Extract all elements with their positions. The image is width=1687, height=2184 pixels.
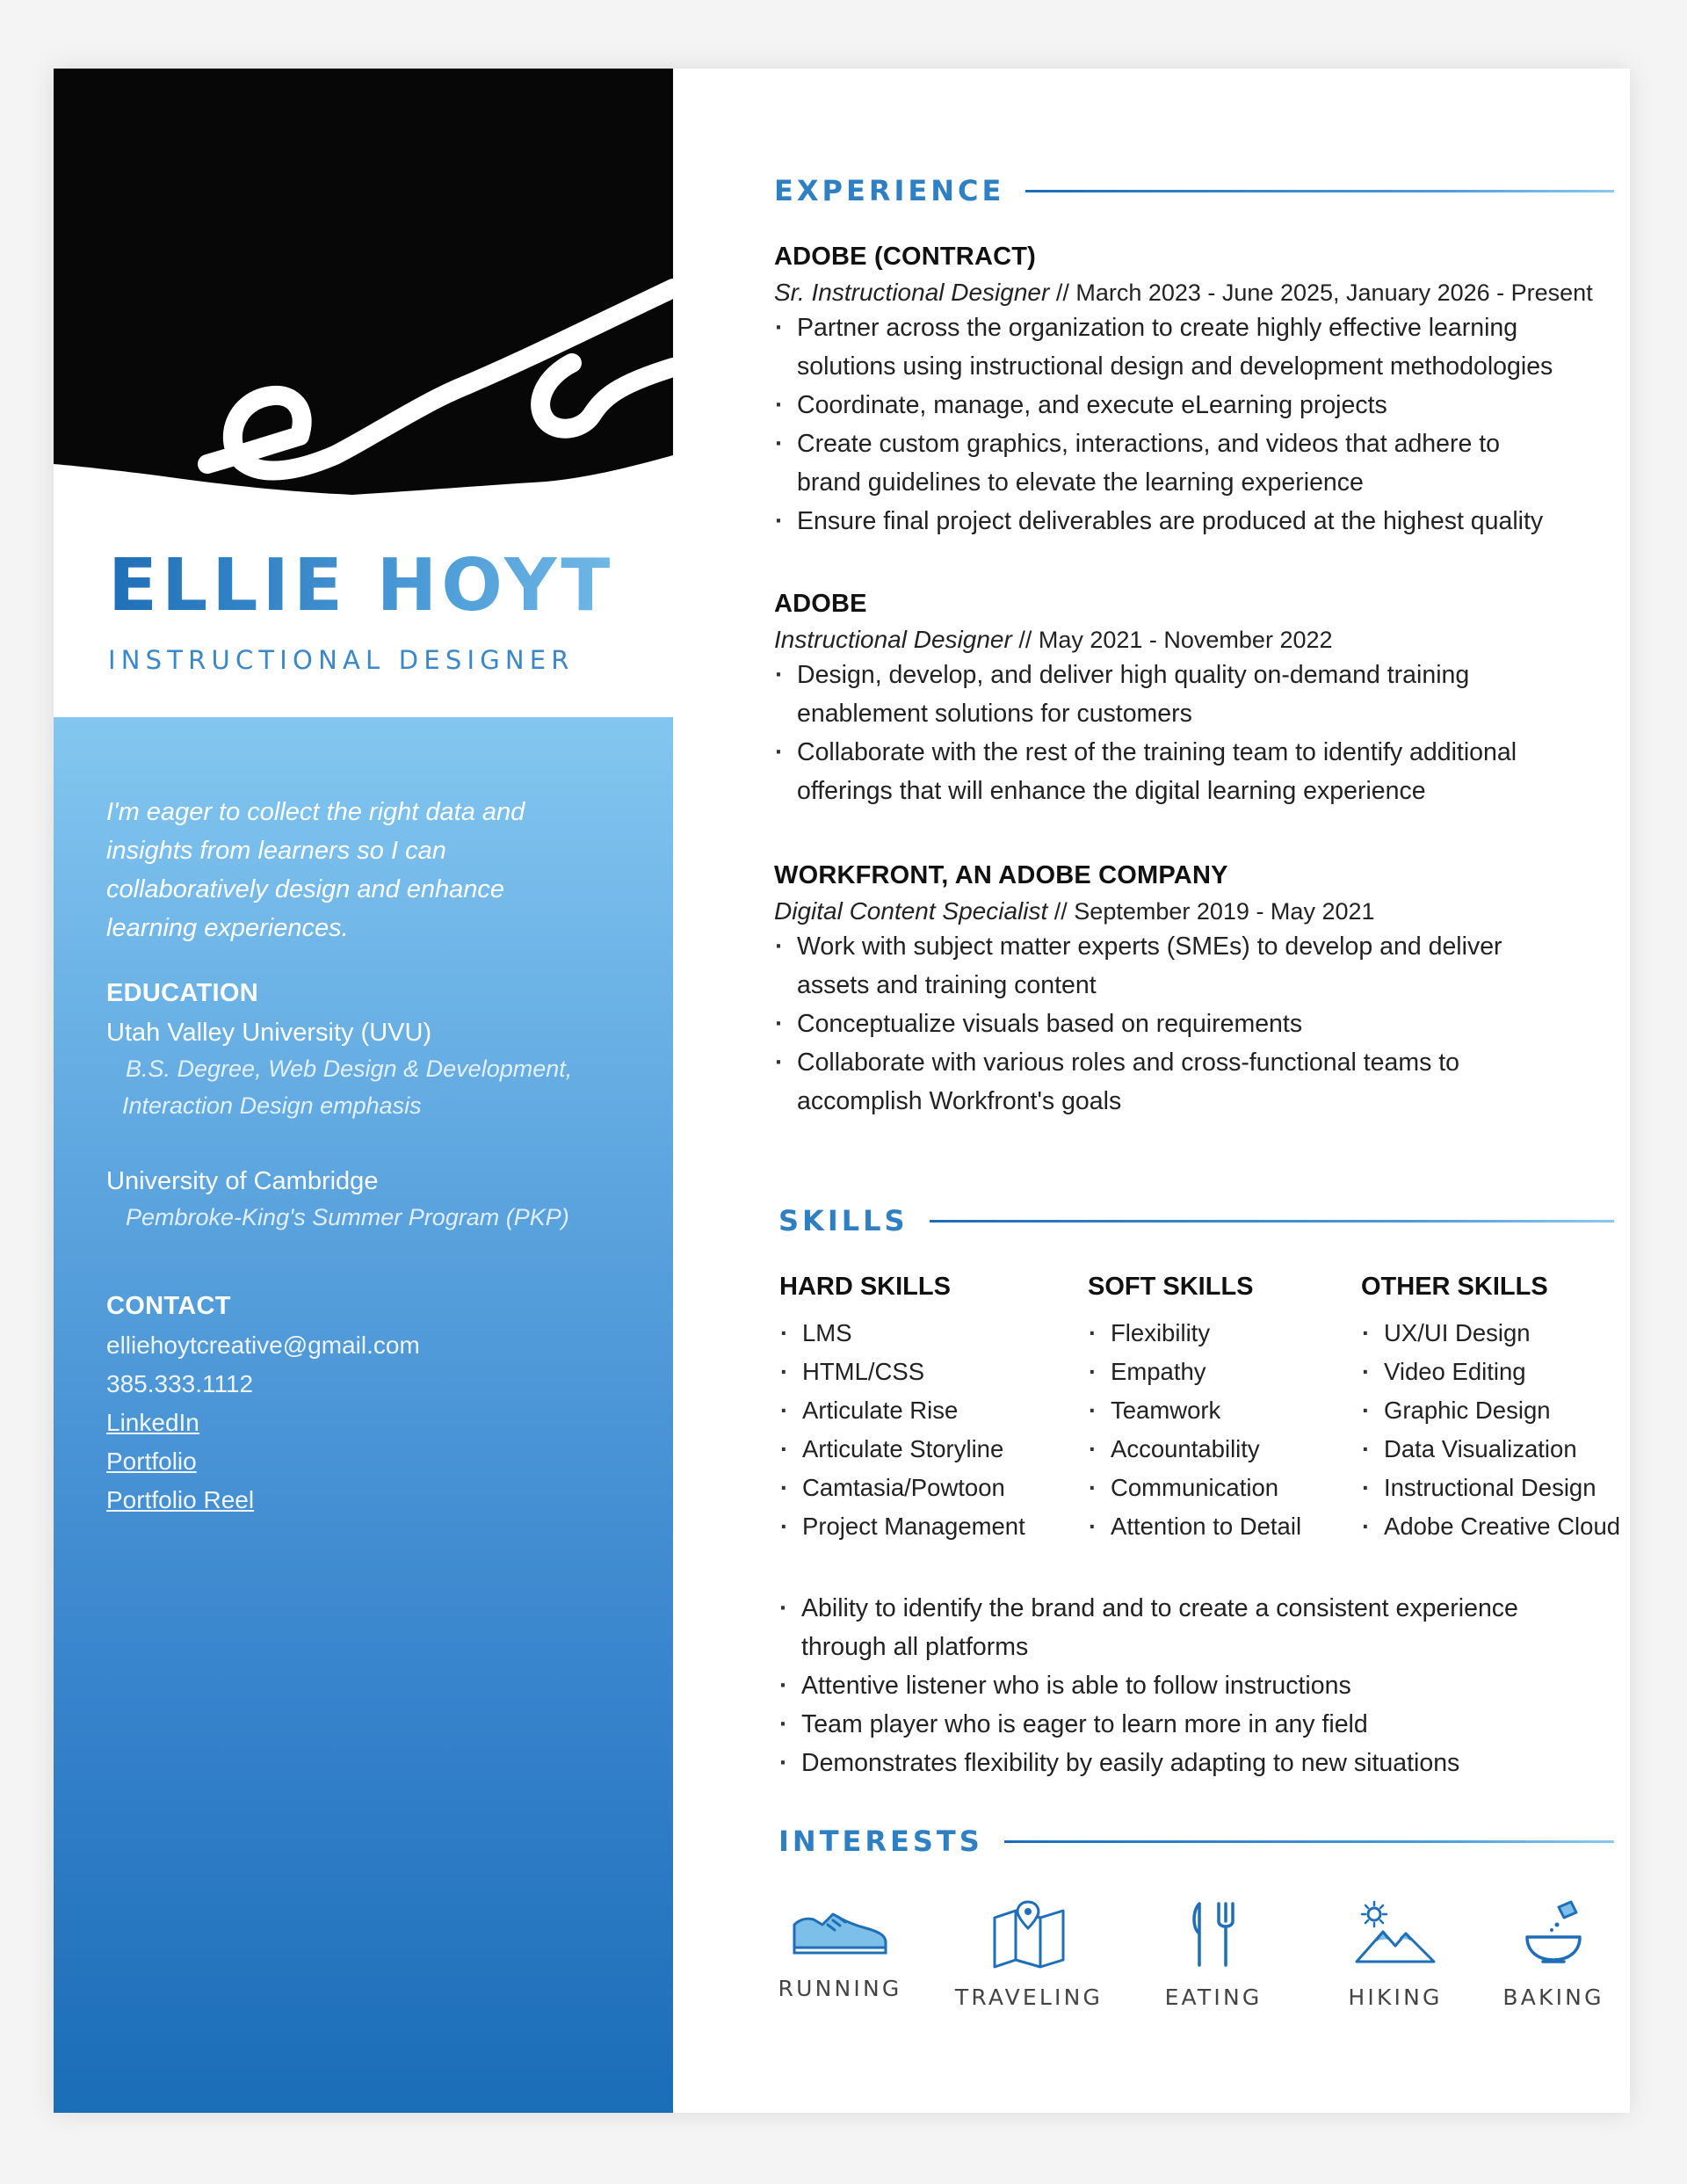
skill-item: · Articulate Rise	[779, 1391, 1078, 1430]
skill-item: · Teamwork	[1088, 1391, 1351, 1430]
skill-statement: · Attentive listener who is able to follow instructions	[778, 1666, 1622, 1705]
section-divider	[1004, 1840, 1614, 1843]
school-name: University of Cambridge	[106, 1167, 379, 1195]
job-bullet-continued: brand guidelines to elevate the learning experience	[797, 468, 1364, 497]
contact-heading: CONTACT	[106, 1292, 231, 1320]
skill-item: · LMS	[779, 1314, 1078, 1353]
job-bullets	[774, 308, 1618, 541]
experience-heading: EXPERIENCE	[774, 174, 1005, 207]
skill-item: · Flexibility	[1088, 1314, 1351, 1353]
job-entry	[774, 243, 1618, 541]
interest-label: HIKING	[1348, 1984, 1443, 2010]
skill-item: · Accountability	[1088, 1430, 1351, 1469]
portfolio-link[interactable]: Portfolio	[106, 1448, 197, 1475]
job-bullet-continued: solutions using instructional design and development methodologies	[797, 352, 1553, 381]
experience-header	[774, 174, 1614, 207]
skill-statement: · Team player who is eager to learn more in any field	[778, 1705, 1622, 1744]
interest-label: TRAVELING	[954, 1984, 1104, 2010]
soft-skills-column	[1088, 1273, 1351, 1546]
job-bullet: · Ensure final project deliverables are produced at the highest quality	[774, 502, 1618, 541]
soft-skills-heading: SOFT SKILLS	[1088, 1273, 1254, 1301]
job-bullet: · Collaborate with various roles and cross-functional teams to	[774, 1043, 1618, 1082]
interests-heading: INTERESTS	[778, 1825, 983, 1858]
sneaker-icon	[787, 1898, 893, 1960]
portfolio-reel-link[interactable]: Portfolio Reel	[106, 1486, 255, 1513]
job-bullets	[774, 656, 1618, 810]
skills-header	[778, 1204, 1614, 1237]
resume-page	[54, 69, 1630, 2113]
job-bullet: · Partner across the organization to create highly effective learning	[774, 308, 1618, 347]
school-name: Utah Valley University (UVU)	[106, 1019, 432, 1047]
skill-item: · Adobe Creative Cloud	[1361, 1507, 1630, 1546]
section-divider	[1025, 190, 1614, 192]
school-detail: B.S. Degree, Web Design & Development,	[126, 1056, 573, 1082]
interest-baking	[1483, 1898, 1624, 2010]
job-bullet: · Work with subject matter experts (SMEs) to develop and deliver	[774, 927, 1618, 966]
job-bullet-continued: assets and training content	[797, 971, 1097, 999]
contact-phone: 385.333.1112	[106, 1370, 254, 1397]
interests-header	[778, 1825, 1614, 1858]
job-entry	[774, 590, 1618, 810]
job-bullet-continued: enablement solutions for customers	[797, 700, 1192, 728]
school-detail: Pembroke-King's Summer Program (PKP)	[126, 1204, 569, 1230]
mixing-bowl-icon	[1518, 1898, 1589, 1969]
interest-running	[770, 1898, 910, 2001]
linkedin-link[interactable]: LinkedIn	[106, 1409, 199, 1436]
job-title: Digital Content Specialist	[774, 897, 1048, 925]
candidate-name: ELLIE HOYT	[108, 550, 670, 622]
hard-skills-heading: HARD SKILLS	[779, 1273, 951, 1301]
mountain-sun-icon	[1351, 1898, 1439, 1969]
skill-item: · Video Editing	[1361, 1353, 1630, 1391]
job-dates: March 2023 - June 2025, January 2026 - Present	[1075, 279, 1593, 306]
job-bullet: · Create custom graphics, interactions, and videos that adhere to	[774, 424, 1618, 463]
skill-item: · Attention to Detail	[1088, 1507, 1351, 1546]
other-skills-heading: OTHER SKILLS	[1361, 1273, 1548, 1301]
job-title-line	[774, 279, 1618, 307]
skill-item: · Data Visualization	[1361, 1430, 1630, 1469]
section-divider	[930, 1220, 1614, 1223]
skill-item: · Project Management	[779, 1507, 1078, 1546]
right-column	[673, 69, 1630, 2113]
job-title-line	[774, 626, 1618, 654]
job-title: Instructional Designer	[774, 626, 1012, 653]
job-bullet: · Design, develop, and deliver high quality on-demand training	[774, 656, 1618, 694]
skills-heading: SKILLS	[778, 1204, 909, 1237]
job-bullet: · Coordinate, manage, and execute eLearning projects	[774, 386, 1618, 424]
skills-summary	[778, 1587, 1622, 1782]
education-section	[106, 979, 634, 1237]
job-dates: May 2021 - November 2022	[1038, 627, 1333, 653]
school-detail: Interaction Design emphasis	[122, 1092, 422, 1119]
hard-skills-column	[779, 1273, 1078, 1546]
skill-item: · Instructional Design	[1361, 1469, 1630, 1507]
skill-item: · Empathy	[1088, 1353, 1351, 1391]
fork-knife-icon	[1187, 1898, 1240, 1969]
separator: //	[1049, 279, 1076, 306]
skill-item: · Camtasia/Powtoon	[779, 1469, 1078, 1507]
interest-label: EATING	[1164, 1984, 1263, 2010]
interest-traveling	[945, 1898, 1112, 2010]
name-block	[108, 544, 670, 675]
separator: //	[1047, 898, 1075, 925]
candidate-role: INSTRUCTIONAL DESIGNER	[108, 645, 575, 675]
interest-hiking	[1325, 1898, 1466, 2010]
contact-section	[106, 1292, 634, 1520]
job-bullet: · Collaborate with the rest of the training team to identify additional	[774, 733, 1618, 772]
summary-statement: I'm eager to collect the right data and insights from learners so I can collaboratively design and enhance learning experiences.	[106, 798, 525, 942]
signature-initials-logo	[54, 69, 673, 495]
interest-eating	[1143, 1898, 1284, 2010]
company-name: ADOBE (CONTRACT)	[774, 243, 1037, 271]
skill-item: · Communication	[1088, 1469, 1351, 1507]
job-bullet: · Conceptualize visuals based on requirements	[774, 1005, 1618, 1043]
skill-statement-continued: through all platforms	[801, 1633, 1029, 1661]
interests-row	[673, 1898, 1630, 2057]
skill-item: · UX/UI Design	[1361, 1314, 1630, 1353]
separator: //	[1011, 627, 1039, 653]
job-entry	[774, 861, 1618, 1121]
education-heading: EDUCATION	[106, 979, 258, 1007]
job-dates: September 2019 - May 2021	[1074, 898, 1375, 925]
skill-item: · Graphic Design	[1361, 1391, 1630, 1430]
job-title: Sr. Instructional Designer	[774, 279, 1050, 306]
contact-email[interactable]: elliehoytcreative@gmail.com	[106, 1331, 420, 1359]
company-name: WORKFRONT, AN ADOBE COMPANY	[774, 861, 1228, 889]
sidebar-panel	[54, 717, 673, 2113]
interest-label: RUNNING	[778, 1976, 902, 2001]
job-title-line	[774, 897, 1618, 925]
job-bullets	[774, 927, 1618, 1121]
interest-label: BAKING	[1502, 1984, 1604, 2010]
skill-statement: · Ability to identify the brand and to create a consistent experience	[778, 1589, 1622, 1628]
job-bullet-continued: offerings that will enhance the digital learning experience	[797, 777, 1426, 805]
skill-statement: · Demonstrates flexibility by easily adapting to new situations	[778, 1744, 1622, 1782]
company-name: ADOBE	[774, 590, 867, 618]
left-column	[54, 69, 673, 2113]
other-skills-column	[1361, 1273, 1630, 1546]
map-pin-icon	[989, 1898, 1068, 1969]
job-bullet-continued: accomplish Workfront's goals	[797, 1087, 1122, 1115]
skill-item: · Articulate Storyline	[779, 1430, 1078, 1469]
skill-item: · HTML/CSS	[779, 1353, 1078, 1391]
